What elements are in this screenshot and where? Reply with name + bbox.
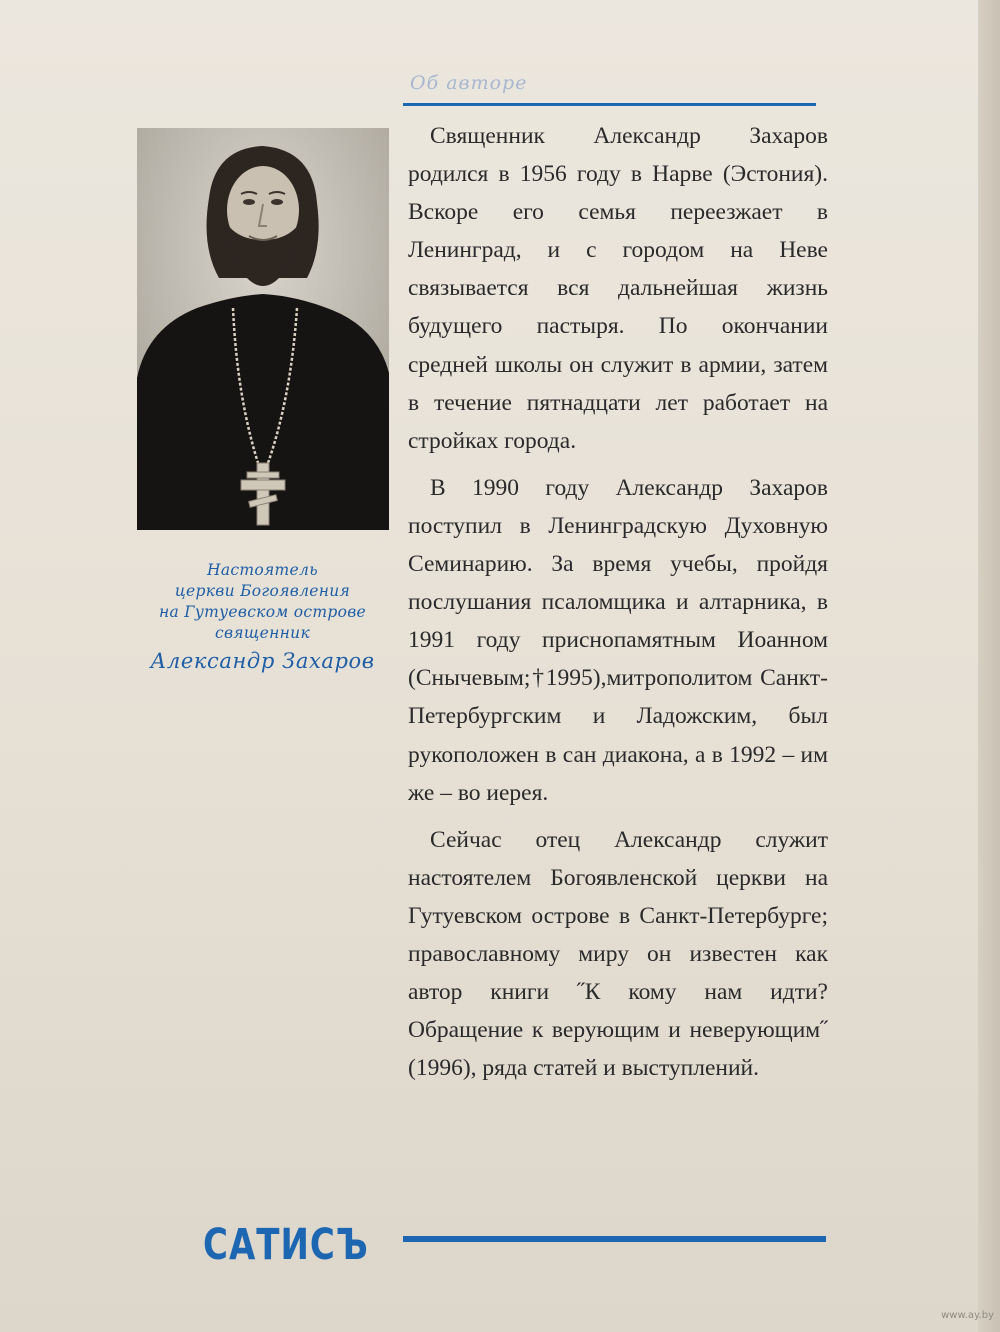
photo-caption xyxy=(125,560,400,676)
biography-paragraph: Священник Александр Захаров родился в 1956 году в Нарве (Эстония). Вскоре его семья переезжает в Ленинград, и с городом на Неве связывается вся дальнейшая жизнь будущего пастыря. По окончании средней школы он служит в армии, затем в течение пятнадцати лет работает на стройках города. xyxy=(408,123,828,454)
section-title: Об авторе xyxy=(410,72,528,94)
biography-paragraph: Сейчас отец Александр служит настоятелем Богоявленской церкви на Гутуевском острове в Санкт-Петербурге; православному миру он известен как автор книги ˝К кому нам идти? Обращение к верующим и неверующим˝ (1996), ряда статей и выступлений. xyxy=(408,826,828,1082)
caption-line: Настоятель xyxy=(207,561,318,579)
caption-line: священник xyxy=(214,624,310,642)
caption-line: на Гутуевском острове xyxy=(158,603,367,621)
caption-line: церкви Богоявления xyxy=(174,582,351,600)
author-portrait-photo xyxy=(137,128,389,530)
caption-author-name: Александр Захаров xyxy=(150,649,375,673)
biography-paragraph: В 1990 году Александр Захаров поступил в Ленинградскую Духовную Семинарию. За время учебы, пройдя послушания псаломщика и алтарника, в 1991 году приснопамятным Иоанном (Снычевым;†1995),митрополитом Санкт-Петербургским и Ладожским, был рукоположен в сан диакона, а в 1992 – им же – во иерея. xyxy=(408,474,828,806)
portrait-image xyxy=(137,128,389,530)
header-divider xyxy=(403,103,816,106)
footer-divider xyxy=(403,1236,826,1242)
watermark-text: www.ay.by xyxy=(941,1310,994,1321)
author-biography xyxy=(408,117,828,1096)
publisher-logo: САТИСЪ xyxy=(203,1220,369,1270)
page-edge xyxy=(978,0,1000,1332)
